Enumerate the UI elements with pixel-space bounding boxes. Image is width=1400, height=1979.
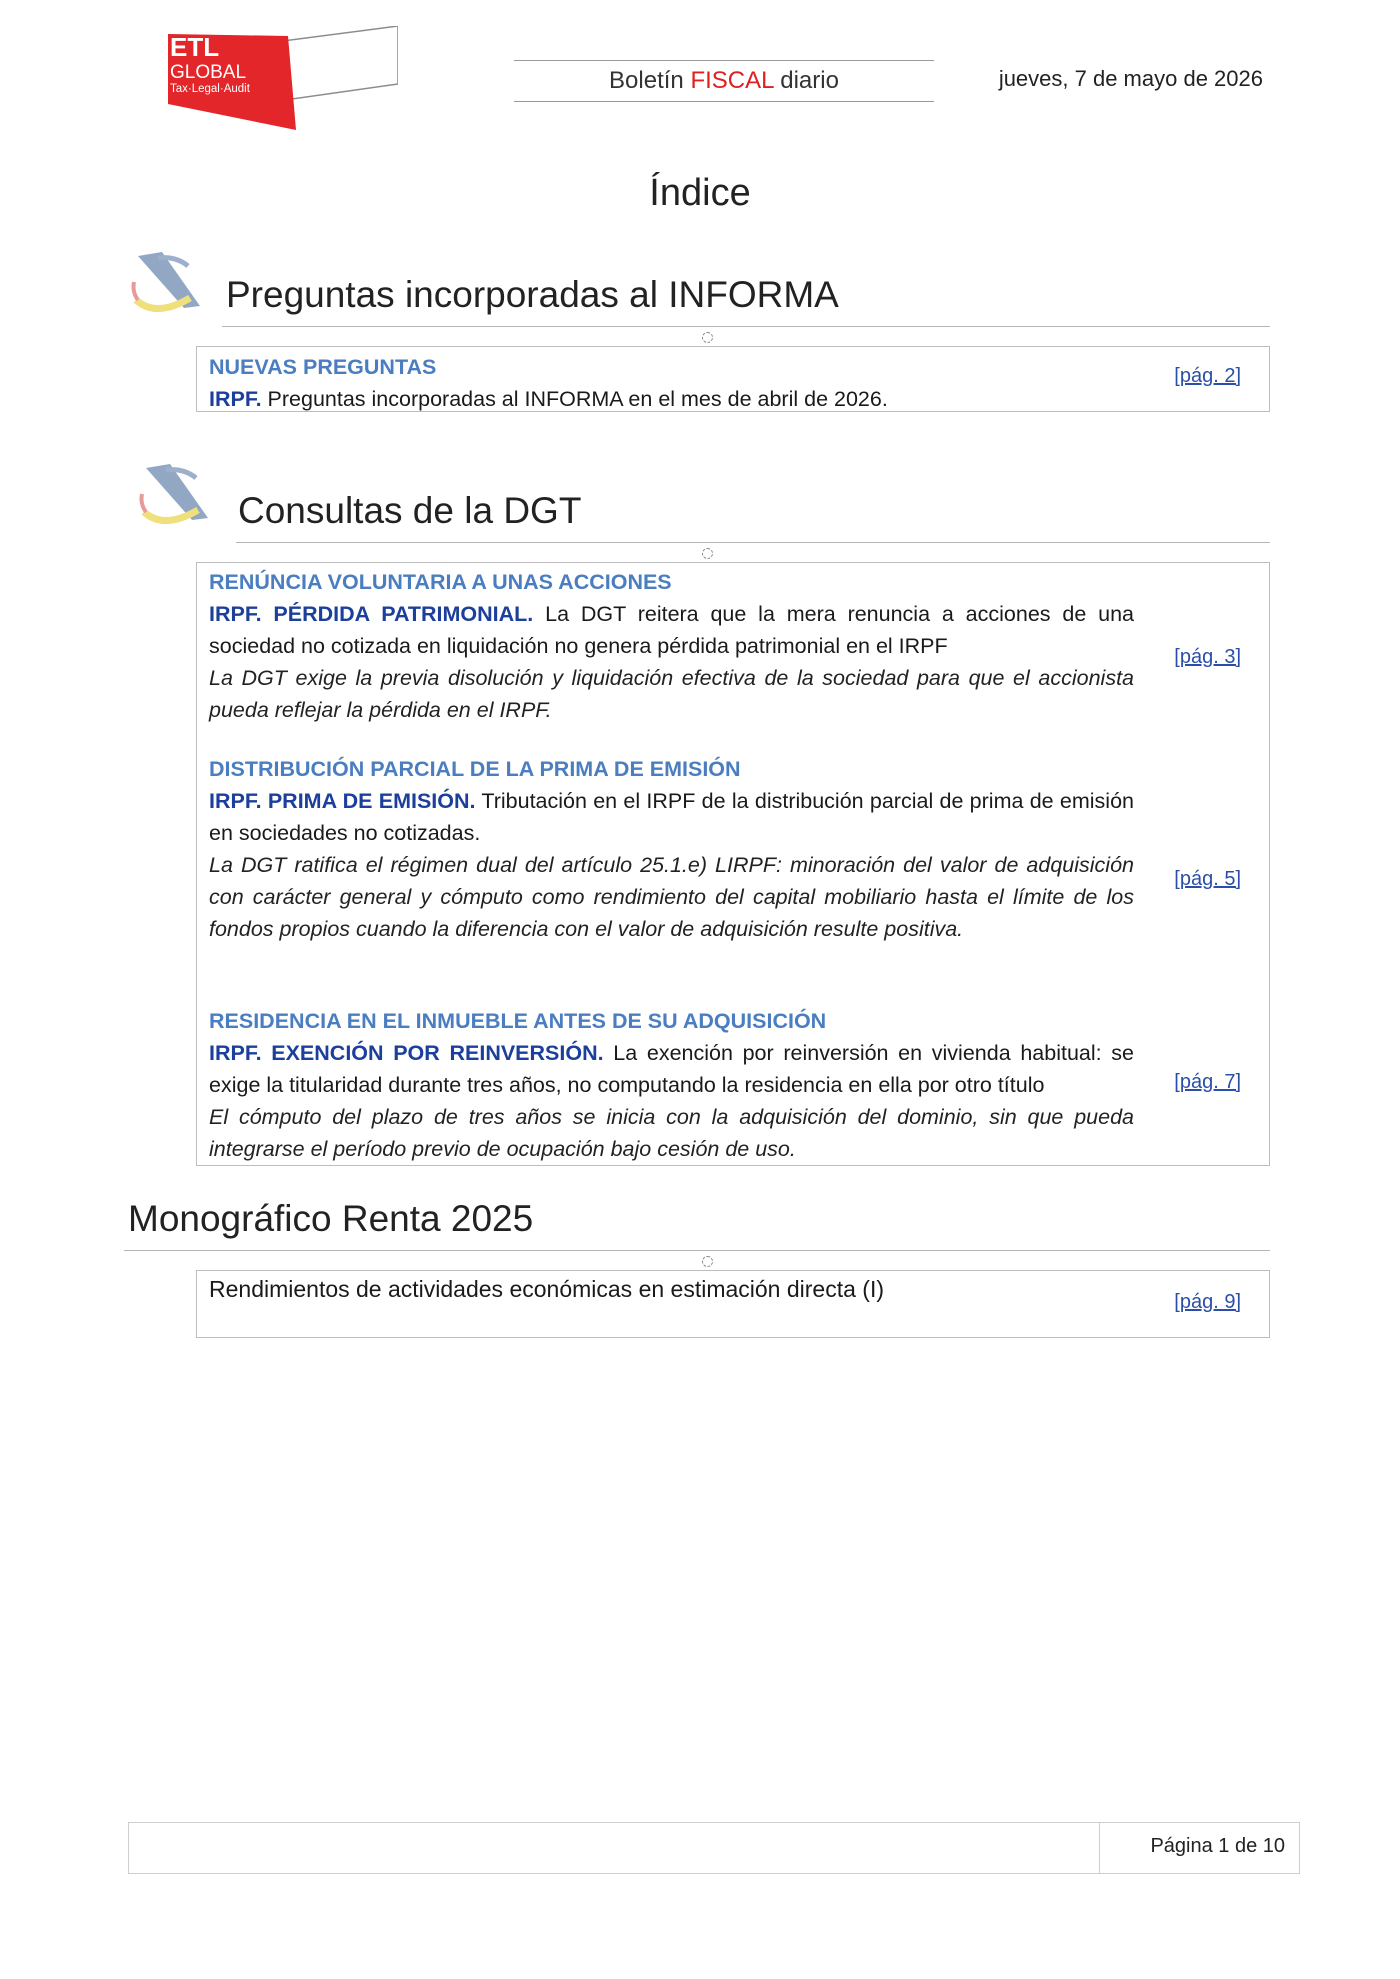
index-entry: [209, 753, 1134, 945]
page-link-5[interactable]: [pág. 5]: [1174, 868, 1241, 890]
entry-heading: NUEVAS PREGUNTAS: [209, 355, 437, 379]
index-entry: [209, 1273, 1134, 1305]
logo-brand: ETL: [170, 32, 220, 62]
entry-lead: IRPF. EXENCIÓN POR REINVERSIÓN.: [209, 1041, 604, 1065]
entry-text: Tributación en el IRPF de la distribución parcial de prima de emisión en sociedades no cotizadas.: [209, 789, 1134, 845]
page-link-9[interactable]: [pág. 9]: [1174, 1291, 1241, 1313]
logo-name: GLOBAL: [170, 62, 247, 83]
logo-tagline: Tax·Legal·Audit: [170, 83, 250, 95]
entry-heading: RENÚNCIA VOLUNTARIA A UNAS ACCIONES: [209, 570, 672, 594]
entry-note: La DGT ratifica el régimen dual del artículo 25.1.e) LIRPF: minoración del valor de adquisición con carácter general y cómputo como rendimiento del capital mobiliario hasta el límite de los fondos propios cuando la diferencia con el valor de adquisición resulte positiva.: [209, 853, 1134, 941]
entry-summary: [209, 598, 1134, 662]
entry-summary: [209, 785, 1134, 849]
section-title-informa: Preguntas incorporadas al INFORMA: [226, 274, 839, 315]
page-link-3[interactable]: [pág. 3]: [1174, 646, 1241, 668]
section-box-monografico: [196, 1270, 1270, 1338]
bulletin-title-suffix: diario: [773, 67, 839, 94]
page-link-2[interactable]: [pág. 2]: [1174, 365, 1241, 387]
section-box-dgt: [196, 562, 1270, 1166]
page-link-7[interactable]: [pág. 7]: [1174, 1071, 1241, 1093]
anchor-icon: [702, 1256, 713, 1267]
bulletin-title: [514, 60, 934, 102]
entry-heading: DISTRIBUCIÓN PARCIAL DE LA PRIMA DE EMISIÓN: [209, 757, 741, 781]
section-title-monografico: Monográfico Renta 2025: [128, 1198, 534, 1239]
entry-lead: IRPF. PRIMA DE EMISIÓN.: [209, 789, 476, 813]
aeat-logo-icon: [128, 248, 204, 320]
section-title-dgt: Consultas de la DGT: [238, 490, 582, 531]
entry-lead: IRPF.: [209, 387, 262, 411]
bulletin-title-prefix: Boletín: [609, 67, 691, 94]
entry-summary: [209, 383, 1134, 415]
bulletin-title-accent: FISCAL: [690, 67, 774, 94]
bulletin-date: jueves, 7 de mayo de 2026: [998, 66, 1263, 91]
section-box-informa: [196, 346, 1270, 412]
page-title: Índice: [649, 172, 751, 214]
section-rule: [124, 1250, 1270, 1251]
aeat-logo-icon: [136, 460, 212, 532]
page-number: Página 1 de 10: [1150, 1835, 1285, 1857]
index-entry: [209, 351, 1134, 415]
etl-global-logo: [168, 26, 398, 130]
index-entry: [209, 1005, 1134, 1165]
entry-summary: [209, 1037, 1134, 1101]
entry-note: La DGT exige la previa disolución y liquidación efectiva de la sociedad para que el accionista pueda reflejar la pérdida en el IRPF.: [209, 666, 1134, 722]
index-entry: [209, 566, 1134, 726]
entry-heading: RESIDENCIA EN EL INMUEBLE ANTES DE SU ADQUISICIÓN: [209, 1009, 827, 1033]
anchor-icon: [702, 332, 713, 343]
page-footer: [128, 1822, 1300, 1874]
entry-text: La exención por reinversión en vivienda habitual: se exige la titularidad durante tres años, no computando la residencia en ella por otro título: [209, 1041, 1134, 1097]
entry-text: Rendimientos de actividades económicas en estimación directa (I): [209, 1276, 884, 1302]
section-rule: [222, 326, 1270, 327]
footer-divider: [1099, 1823, 1100, 1873]
entry-note: El cómputo del plazo de tres años se inicia con la adquisición del dominio, sin que pueda integrarse el período previo de ocupación bajo cesión de uso.: [209, 1105, 1134, 1161]
entry-text: La DGT reitera que la mera renuncia a acciones de una sociedad no cotizada en liquidación no genera pérdida patrimonial en el IRPF: [209, 602, 1134, 658]
anchor-icon: [702, 548, 713, 559]
entry-lead: IRPF. PÉRDIDA PATRIMONIAL.: [209, 602, 534, 626]
entry-text: Preguntas incorporadas al INFORMA en el mes de abril de 2026.: [261, 387, 888, 411]
section-rule: [236, 542, 1270, 543]
